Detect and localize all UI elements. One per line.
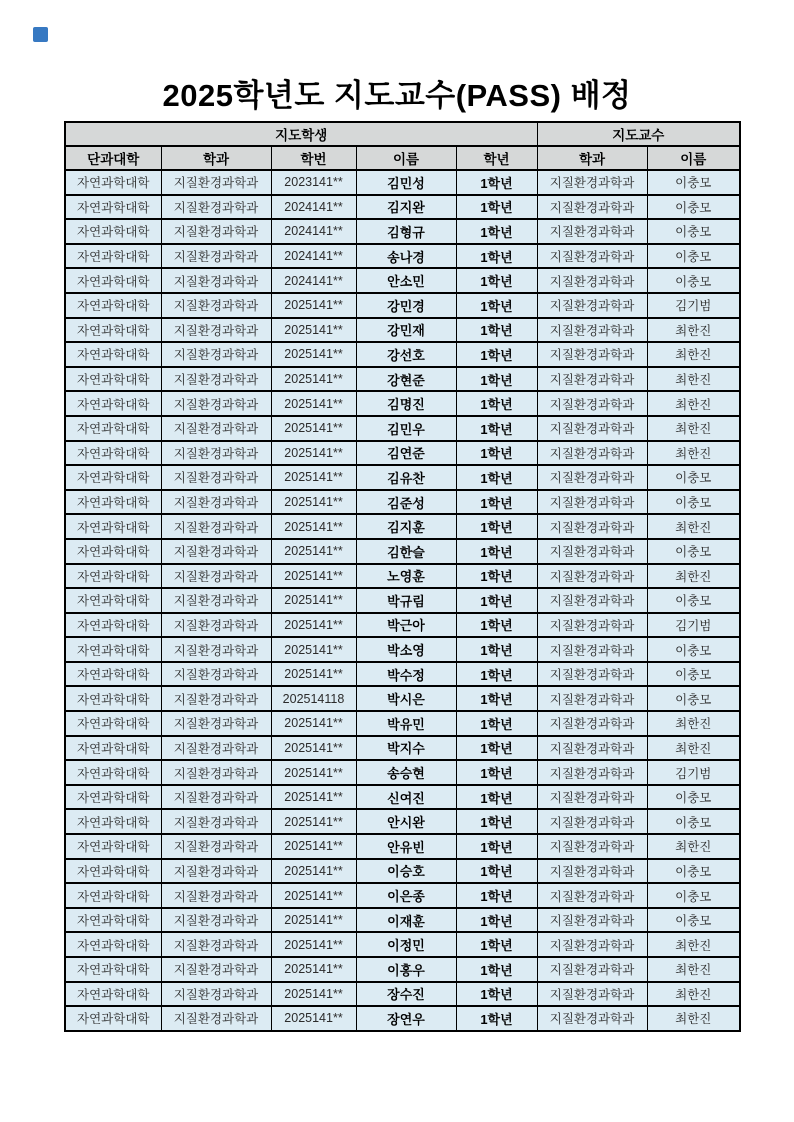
cell-student-name: 박시은 bbox=[356, 686, 456, 711]
cell-college: 자연과학대학 bbox=[65, 539, 161, 564]
cell-advisor-department: 지질환경과학과 bbox=[537, 293, 647, 318]
cell-student-id: 2025141** bbox=[271, 662, 356, 687]
cell-advisor-department: 지질환경과학과 bbox=[537, 244, 647, 269]
cell-college: 자연과학대학 bbox=[65, 244, 161, 269]
cell-advisor-department: 지질환경과학과 bbox=[537, 711, 647, 736]
page-title: 2025학년도 지도교수(PASS) 배정 bbox=[162, 78, 632, 113]
cell-department: 지질환경과학과 bbox=[161, 219, 271, 244]
cell-student-id: 2025141** bbox=[271, 736, 356, 761]
cell-student-id: 2024141** bbox=[271, 268, 356, 293]
cell-department: 지질환경과학과 bbox=[161, 588, 271, 613]
cell-grade: 1학년 bbox=[456, 268, 537, 293]
cell-grade: 1학년 bbox=[456, 686, 537, 711]
cell-student-name: 김민우 bbox=[356, 416, 456, 441]
cell-college: 자연과학대학 bbox=[65, 490, 161, 515]
cell-college: 자연과학대학 bbox=[65, 883, 161, 908]
table-row bbox=[65, 760, 740, 785]
table-row bbox=[65, 342, 740, 367]
cell-student-id: 2025141** bbox=[271, 293, 356, 318]
cell-student-name: 강민경 bbox=[356, 293, 456, 318]
cell-student-id: 2025141** bbox=[271, 465, 356, 490]
cell-advisor-department: 지질환경과학과 bbox=[537, 982, 647, 1007]
cell-college: 자연과학대학 bbox=[65, 982, 161, 1007]
cell-department: 지질환경과학과 bbox=[161, 711, 271, 736]
table-row bbox=[65, 195, 740, 220]
cell-student-id: 2025141** bbox=[271, 539, 356, 564]
cell-advisor-name: 최한진 bbox=[647, 342, 740, 367]
table-row bbox=[65, 637, 740, 662]
table-row bbox=[65, 785, 740, 810]
cell-college: 자연과학대학 bbox=[65, 1006, 161, 1031]
cell-advisor-name: 이충모 bbox=[647, 686, 740, 711]
cell-advisor-department: 지질환경과학과 bbox=[537, 760, 647, 785]
cell-student-name: 박지수 bbox=[356, 736, 456, 761]
cell-college: 자연과학대학 bbox=[65, 391, 161, 416]
cell-student-name: 장수진 bbox=[356, 982, 456, 1007]
cell-department: 지질환경과학과 bbox=[161, 539, 271, 564]
cell-advisor-department: 지질환경과학과 bbox=[537, 932, 647, 957]
cell-college: 자연과학대학 bbox=[65, 686, 161, 711]
cell-college: 자연과학대학 bbox=[65, 760, 161, 785]
group-header-students: 지도학생 bbox=[65, 122, 537, 146]
cell-advisor-name: 이충모 bbox=[647, 662, 740, 687]
cell-student-name: 김지훈 bbox=[356, 514, 456, 539]
cell-advisor-name: 김기범 bbox=[647, 613, 740, 638]
group-header-advisors: 지도교수 bbox=[537, 122, 740, 146]
cell-grade: 1학년 bbox=[456, 514, 537, 539]
cell-advisor-name: 이충모 bbox=[647, 883, 740, 908]
cell-grade: 1학년 bbox=[456, 441, 537, 466]
cell-student-name: 이재훈 bbox=[356, 908, 456, 933]
table-row bbox=[65, 514, 740, 539]
table-header bbox=[65, 122, 740, 170]
cell-department: 지질환경과학과 bbox=[161, 342, 271, 367]
cell-department: 지질환경과학과 bbox=[161, 932, 271, 957]
cell-college: 자연과학대학 bbox=[65, 318, 161, 343]
cell-grade: 1학년 bbox=[456, 170, 537, 195]
cell-advisor-name: 최한진 bbox=[647, 416, 740, 441]
cell-college: 자연과학대학 bbox=[65, 342, 161, 367]
cell-grade: 1학년 bbox=[456, 760, 537, 785]
cell-student-id: 2025141** bbox=[271, 1006, 356, 1031]
cell-grade: 1학년 bbox=[456, 809, 537, 834]
cell-advisor-department: 지질환경과학과 bbox=[537, 416, 647, 441]
cell-student-id: 2025141** bbox=[271, 564, 356, 589]
cell-college: 자연과학대학 bbox=[65, 613, 161, 638]
cell-advisor-name: 최한진 bbox=[647, 514, 740, 539]
cell-grade: 1학년 bbox=[456, 342, 537, 367]
cell-advisor-name: 이충모 bbox=[647, 219, 740, 244]
cell-grade: 1학년 bbox=[456, 613, 537, 638]
column-header-student-name: 이름 bbox=[356, 146, 456, 170]
cell-student-id: 2025141** bbox=[271, 908, 356, 933]
cell-student-name: 이승호 bbox=[356, 859, 456, 884]
table-row bbox=[65, 588, 740, 613]
cell-student-name: 강선호 bbox=[356, 342, 456, 367]
cell-student-id: 2025141** bbox=[271, 883, 356, 908]
cell-student-name: 장연우 bbox=[356, 1006, 456, 1031]
cell-department: 지질환경과학과 bbox=[161, 1006, 271, 1031]
cell-grade: 1학년 bbox=[456, 391, 537, 416]
column-header-grade: 학년 bbox=[456, 146, 537, 170]
cell-advisor-department: 지질환경과학과 bbox=[537, 564, 647, 589]
table-row bbox=[65, 490, 740, 515]
cell-student-id: 2025141** bbox=[271, 957, 356, 982]
cell-advisor-name: 이충모 bbox=[647, 809, 740, 834]
cell-student-name: 송승현 bbox=[356, 760, 456, 785]
cell-department: 지질환경과학과 bbox=[161, 490, 271, 515]
cell-student-name: 김한슬 bbox=[356, 539, 456, 564]
cell-advisor-name: 이충모 bbox=[647, 539, 740, 564]
cell-college: 자연과학대학 bbox=[65, 195, 161, 220]
table-body bbox=[65, 170, 740, 1031]
cell-college: 자연과학대학 bbox=[65, 441, 161, 466]
cell-advisor-name: 최한진 bbox=[647, 982, 740, 1007]
cell-department: 지질환경과학과 bbox=[161, 441, 271, 466]
cell-advisor-department: 지질환경과학과 bbox=[537, 539, 647, 564]
cell-advisor-name: 이충모 bbox=[647, 490, 740, 515]
table-row bbox=[65, 686, 740, 711]
cell-advisor-name: 이충모 bbox=[647, 465, 740, 490]
cell-grade: 1학년 bbox=[456, 785, 537, 810]
cell-advisor-name: 이충모 bbox=[647, 637, 740, 662]
cell-student-name: 김명진 bbox=[356, 391, 456, 416]
cell-college: 자연과학대학 bbox=[65, 957, 161, 982]
cell-advisor-department: 지질환경과학과 bbox=[537, 809, 647, 834]
table-row bbox=[65, 391, 740, 416]
group-header-row bbox=[65, 122, 740, 146]
cell-advisor-name: 최한진 bbox=[647, 391, 740, 416]
cell-student-id: 2025141** bbox=[271, 711, 356, 736]
cell-student-id: 2025141** bbox=[271, 416, 356, 441]
cell-student-name: 박규림 bbox=[356, 588, 456, 613]
cell-advisor-department: 지질환경과학과 bbox=[537, 465, 647, 490]
cell-grade: 1학년 bbox=[456, 834, 537, 859]
cell-department: 지질환경과학과 bbox=[161, 662, 271, 687]
cell-student-name: 박유민 bbox=[356, 711, 456, 736]
cell-student-name: 안유빈 bbox=[356, 834, 456, 859]
cell-advisor-name: 이충모 bbox=[647, 588, 740, 613]
cell-grade: 1학년 bbox=[456, 195, 537, 220]
cell-advisor-name: 최한진 bbox=[647, 834, 740, 859]
cell-student-name: 김민성 bbox=[356, 170, 456, 195]
column-header-student-id: 학번 bbox=[271, 146, 356, 170]
cell-advisor-department: 지질환경과학과 bbox=[537, 441, 647, 466]
cell-department: 지질환경과학과 bbox=[161, 908, 271, 933]
cell-grade: 1학년 bbox=[456, 932, 537, 957]
cell-advisor-name: 이충모 bbox=[647, 908, 740, 933]
cell-grade: 1학년 bbox=[456, 982, 537, 1007]
cell-department: 지질환경과학과 bbox=[161, 760, 271, 785]
cell-advisor-name: 김기범 bbox=[647, 293, 740, 318]
cell-advisor-name: 최한진 bbox=[647, 318, 740, 343]
column-header-advisor-department: 학과 bbox=[537, 146, 647, 170]
cell-student-id: 202514118 bbox=[271, 686, 356, 711]
table-row bbox=[65, 883, 740, 908]
table-row bbox=[65, 908, 740, 933]
cell-college: 자연과학대학 bbox=[65, 785, 161, 810]
table-row bbox=[65, 711, 740, 736]
cell-college: 자연과학대학 bbox=[65, 859, 161, 884]
cell-grade: 1학년 bbox=[456, 293, 537, 318]
column-header-college: 단과대학 bbox=[65, 146, 161, 170]
cell-college: 자연과학대학 bbox=[65, 268, 161, 293]
cell-advisor-department: 지질환경과학과 bbox=[537, 1006, 647, 1031]
cell-grade: 1학년 bbox=[456, 859, 537, 884]
cell-grade: 1학년 bbox=[456, 367, 537, 392]
cell-advisor-name: 최한진 bbox=[647, 736, 740, 761]
cell-grade: 1학년 bbox=[456, 736, 537, 761]
cell-college: 자연과학대학 bbox=[65, 293, 161, 318]
cell-department: 지질환경과학과 bbox=[161, 859, 271, 884]
cell-department: 지질환경과학과 bbox=[161, 268, 271, 293]
cell-student-name: 박소영 bbox=[356, 637, 456, 662]
cell-student-id: 2025141** bbox=[271, 785, 356, 810]
cell-advisor-department: 지질환경과학과 bbox=[537, 268, 647, 293]
cell-advisor-department: 지질환경과학과 bbox=[537, 367, 647, 392]
table-row bbox=[65, 613, 740, 638]
cell-grade: 1학년 bbox=[456, 957, 537, 982]
cell-advisor-department: 지질환경과학과 bbox=[537, 908, 647, 933]
cell-advisor-department: 지질환경과학과 bbox=[537, 785, 647, 810]
cell-department: 지질환경과학과 bbox=[161, 318, 271, 343]
cell-advisor-name: 김기범 bbox=[647, 760, 740, 785]
cell-student-name: 노영훈 bbox=[356, 564, 456, 589]
cell-student-id: 2025141** bbox=[271, 342, 356, 367]
cell-student-name: 이은종 bbox=[356, 883, 456, 908]
cell-department: 지질환경과학과 bbox=[161, 244, 271, 269]
cell-advisor-department: 지질환경과학과 bbox=[537, 391, 647, 416]
cell-student-id: 2025141** bbox=[271, 367, 356, 392]
cell-advisor-name: 최한진 bbox=[647, 932, 740, 957]
cell-advisor-name: 최한진 bbox=[647, 957, 740, 982]
cell-student-name: 안소민 bbox=[356, 268, 456, 293]
cell-grade: 1학년 bbox=[456, 908, 537, 933]
table-row bbox=[65, 367, 740, 392]
cell-grade: 1학년 bbox=[456, 416, 537, 441]
cell-advisor-name: 이충모 bbox=[647, 268, 740, 293]
advisor-assignment-table bbox=[64, 121, 741, 1032]
cell-college: 자연과학대학 bbox=[65, 514, 161, 539]
table-row bbox=[65, 834, 740, 859]
cell-department: 지질환경과학과 bbox=[161, 195, 271, 220]
cell-student-id: 2025141** bbox=[271, 834, 356, 859]
cell-college: 자연과학대학 bbox=[65, 637, 161, 662]
cell-student-id: 2024141** bbox=[271, 244, 356, 269]
cell-student-id: 2025141** bbox=[271, 637, 356, 662]
cell-college: 자연과학대학 bbox=[65, 711, 161, 736]
table-row bbox=[65, 662, 740, 687]
table-row bbox=[65, 465, 740, 490]
cell-department: 지질환경과학과 bbox=[161, 391, 271, 416]
cell-advisor-department: 지질환경과학과 bbox=[537, 834, 647, 859]
cell-college: 자연과학대학 bbox=[65, 367, 161, 392]
cell-student-name: 박근아 bbox=[356, 613, 456, 638]
cell-department: 지질환경과학과 bbox=[161, 736, 271, 761]
cell-advisor-department: 지질환경과학과 bbox=[537, 514, 647, 539]
cell-department: 지질환경과학과 bbox=[161, 514, 271, 539]
cell-grade: 1학년 bbox=[456, 1006, 537, 1031]
cell-department: 지질환경과학과 bbox=[161, 564, 271, 589]
cell-advisor-name: 이충모 bbox=[647, 195, 740, 220]
cell-department: 지질환경과학과 bbox=[161, 785, 271, 810]
cell-advisor-name: 최한진 bbox=[647, 367, 740, 392]
table-row bbox=[65, 982, 740, 1007]
table-row bbox=[65, 809, 740, 834]
cell-advisor-department: 지질환경과학과 bbox=[537, 736, 647, 761]
blue-marker-icon bbox=[33, 27, 48, 42]
cell-department: 지질환경과학과 bbox=[161, 416, 271, 441]
cell-student-id: 2023141** bbox=[271, 170, 356, 195]
cell-department: 지질환경과학과 bbox=[161, 367, 271, 392]
cell-college: 자연과학대학 bbox=[65, 170, 161, 195]
table-row bbox=[65, 293, 740, 318]
table-row bbox=[65, 539, 740, 564]
cell-student-name: 박수정 bbox=[356, 662, 456, 687]
cell-college: 자연과학대학 bbox=[65, 564, 161, 589]
table-row bbox=[65, 244, 740, 269]
cell-student-id: 2025141** bbox=[271, 588, 356, 613]
cell-college: 자연과학대학 bbox=[65, 416, 161, 441]
cell-department: 지질환경과학과 bbox=[161, 957, 271, 982]
table-row bbox=[65, 170, 740, 195]
table-row bbox=[65, 564, 740, 589]
cell-grade: 1학년 bbox=[456, 564, 537, 589]
cell-department: 지질환경과학과 bbox=[161, 637, 271, 662]
cell-department: 지질환경과학과 bbox=[161, 293, 271, 318]
cell-college: 자연과학대학 bbox=[65, 465, 161, 490]
cell-grade: 1학년 bbox=[456, 883, 537, 908]
cell-advisor-department: 지질환경과학과 bbox=[537, 883, 647, 908]
cell-advisor-name: 이충모 bbox=[647, 170, 740, 195]
table-row bbox=[65, 219, 740, 244]
cell-advisor-department: 지질환경과학과 bbox=[537, 662, 647, 687]
cell-department: 지질환경과학과 bbox=[161, 834, 271, 859]
cell-college: 자연과학대학 bbox=[65, 834, 161, 859]
cell-advisor-name: 최한진 bbox=[647, 711, 740, 736]
cell-advisor-name: 최한진 bbox=[647, 1006, 740, 1031]
cell-college: 자연과학대학 bbox=[65, 219, 161, 244]
cell-student-id: 2025141** bbox=[271, 982, 356, 1007]
cell-student-id: 2025141** bbox=[271, 613, 356, 638]
table-row bbox=[65, 736, 740, 761]
cell-grade: 1학년 bbox=[456, 318, 537, 343]
cell-student-name: 김지완 bbox=[356, 195, 456, 220]
column-header-department: 학과 bbox=[161, 146, 271, 170]
cell-advisor-name: 이충모 bbox=[647, 859, 740, 884]
cell-department: 지질환경과학과 bbox=[161, 465, 271, 490]
cell-student-name: 김형규 bbox=[356, 219, 456, 244]
table-row bbox=[65, 416, 740, 441]
cell-department: 지질환경과학과 bbox=[161, 686, 271, 711]
cell-advisor-department: 지질환경과학과 bbox=[537, 170, 647, 195]
cell-student-id: 2024141** bbox=[271, 195, 356, 220]
cell-student-name: 신여진 bbox=[356, 785, 456, 810]
cell-student-name: 안시완 bbox=[356, 809, 456, 834]
table-row bbox=[65, 318, 740, 343]
cell-grade: 1학년 bbox=[456, 662, 537, 687]
cell-student-id: 2025141** bbox=[271, 441, 356, 466]
cell-advisor-name: 최한진 bbox=[647, 441, 740, 466]
cell-grade: 1학년 bbox=[456, 490, 537, 515]
cell-grade: 1학년 bbox=[456, 637, 537, 662]
cell-grade: 1학년 bbox=[456, 588, 537, 613]
cell-advisor-department: 지질환경과학과 bbox=[537, 957, 647, 982]
cell-grade: 1학년 bbox=[456, 711, 537, 736]
cell-advisor-department: 지질환경과학과 bbox=[537, 318, 647, 343]
cell-student-name: 이홍우 bbox=[356, 957, 456, 982]
cell-college: 자연과학대학 bbox=[65, 908, 161, 933]
cell-department: 지질환경과학과 bbox=[161, 809, 271, 834]
cell-advisor-department: 지질환경과학과 bbox=[537, 490, 647, 515]
cell-student-name: 김연준 bbox=[356, 441, 456, 466]
cell-student-id: 2025141** bbox=[271, 760, 356, 785]
cell-student-id: 2025141** bbox=[271, 391, 356, 416]
cell-advisor-department: 지질환경과학과 bbox=[537, 342, 647, 367]
column-header-advisor-name: 이름 bbox=[647, 146, 740, 170]
cell-college: 자연과학대학 bbox=[65, 736, 161, 761]
table-row bbox=[65, 268, 740, 293]
cell-grade: 1학년 bbox=[456, 465, 537, 490]
cell-advisor-department: 지질환경과학과 bbox=[537, 859, 647, 884]
table-row bbox=[65, 932, 740, 957]
cell-advisor-department: 지질환경과학과 bbox=[537, 637, 647, 662]
cell-advisor-department: 지질환경과학과 bbox=[537, 613, 647, 638]
cell-advisor-department: 지질환경과학과 bbox=[537, 195, 647, 220]
cell-college: 자연과학대학 bbox=[65, 588, 161, 613]
table-row bbox=[65, 859, 740, 884]
column-header-row bbox=[65, 146, 740, 170]
cell-grade: 1학년 bbox=[456, 219, 537, 244]
cell-grade: 1학년 bbox=[456, 539, 537, 564]
cell-student-name: 김유찬 bbox=[356, 465, 456, 490]
cell-student-id: 2025141** bbox=[271, 490, 356, 515]
cell-student-name: 송나경 bbox=[356, 244, 456, 269]
cell-student-id: 2025141** bbox=[271, 932, 356, 957]
cell-advisor-name: 이충모 bbox=[647, 244, 740, 269]
cell-student-name: 김준성 bbox=[356, 490, 456, 515]
table-row bbox=[65, 1006, 740, 1031]
cell-student-id: 2025141** bbox=[271, 809, 356, 834]
table-row bbox=[65, 957, 740, 982]
cell-student-name: 강현준 bbox=[356, 367, 456, 392]
cell-advisor-department: 지질환경과학과 bbox=[537, 219, 647, 244]
cell-department: 지질환경과학과 bbox=[161, 982, 271, 1007]
cell-student-name: 강민재 bbox=[356, 318, 456, 343]
cell-student-name: 이정민 bbox=[356, 932, 456, 957]
cell-college: 자연과학대학 bbox=[65, 932, 161, 957]
cell-department: 지질환경과학과 bbox=[161, 170, 271, 195]
cell-advisor-department: 지질환경과학과 bbox=[537, 588, 647, 613]
cell-department: 지질환경과학과 bbox=[161, 883, 271, 908]
cell-student-id: 2025141** bbox=[271, 514, 356, 539]
cell-advisor-department: 지질환경과학과 bbox=[537, 686, 647, 711]
table-row bbox=[65, 441, 740, 466]
cell-department: 지질환경과학과 bbox=[161, 613, 271, 638]
cell-college: 자연과학대학 bbox=[65, 662, 161, 687]
cell-advisor-name: 이충모 bbox=[647, 785, 740, 810]
cell-student-id: 2024141** bbox=[271, 219, 356, 244]
cell-student-id: 2025141** bbox=[271, 318, 356, 343]
cell-grade: 1학년 bbox=[456, 244, 537, 269]
cell-advisor-name: 최한진 bbox=[647, 564, 740, 589]
cell-student-id: 2025141** bbox=[271, 859, 356, 884]
cell-college: 자연과학대학 bbox=[65, 809, 161, 834]
